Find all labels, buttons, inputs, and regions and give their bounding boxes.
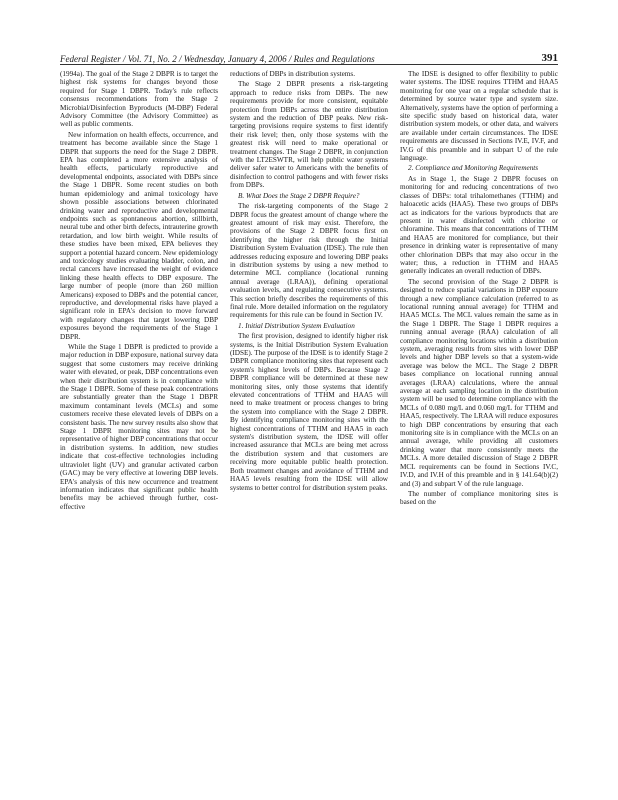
paragraph: reductions of DBPs in distribution systems. [230,70,355,78]
text-columns [60,70,558,800]
page-header [60,50,558,65]
paragraph: As in Stage 1, the Stage 2 DBPR focuses on monitoring for and reducing concentrations of two classes of DBPs: total trihalomethanes (TTHM) and haloacetic acids (HAA5). These two groups of DBPs act as indicators for the various byproducts that are present in water disinfected with chlorine or chloramine. This means that concentrations of TTHM and HAA5 are monitored for compliance, but their presence in drinking water is representative of many other chlorination DBPs that may also occur in the water; thus, a reduction in TTHM and HAA5 generally indicates an overall reduction of DBPs. [400,174,558,276]
paragraph: The number of compliance monitoring sites is based on the [400,489,558,507]
column-2 [230,70,388,800]
paragraph: The risk-targeting components of the Stage 2 DBPR focus the greatest amount of change where the greatest amount of risk may exist. Therefore, the provisions of the Stage 2 DBPR focus first on identifying the higher risk through the Initial Distribution System Evaluation (IDSE). The rule then addresses reducing exposure and lowering DBP peaks in distribution systems by using a new method to determine MCL compliance (locational running annual average (LRAA)), defining operational evaluation levels, and regulating consecutive systems. This section briefly describes the requirements of this final rule. More detailed information on the regulatory requirements for this rule can be found in Section IV. [230,202,388,320]
column-1 [60,70,218,800]
running-title: Federal Register / Vol. 71, No. 2 / Wednesday, January 4, 2006 / Rules and Regulations [60,54,375,64]
paragraph: The Stage 2 DBPR presents a risk-targeting approach to reduce risks from DBPs. The new requirements provide for more consistent, equitable protection from DBPs across the entire distribution system and the reduction of DBP peaks. New risk-targeting provisions require systems to first identify their risk level; then, only those systems with the greatest risk will need to make operational or treatment changes. The Stage 2 DBPR, in conjunction with the LT2ESWTR, will help public water systems deliver safer water to Americans with the benefits of disinfection to control pathogens and with fewer risks from DBPs. [230,80,388,190]
column-3 [400,70,558,800]
paragraph: The second provision of the Stage 2 DBPR is designed to reduce spatial variations in DBP exposure through a new compliance calculation (referred to as locational running annual average) for TTHM and HAA5 MCLs. The MCL values remain the same as in the Stage 1 DBPR. The Stage 1 DBPR requires a running annual average (RAA) calculation of all compliance monitoring locations within a distribution system, averaging results from sites with lower DBP levels and higher DBP levels so that a system-wide average was below the MCL. The Stage 2 DBPR bases compliance on locational running annual averages (LRAA) calculations, where the annual average at each sampling location in the distribution system will be used to determine compliance with the MCLs of 0.080 mg/L and 0.060 mg/L for TTHM and HAA5, respectively. The LRAA will reduce exposures to high DBP concentrations by ensuring that each monitoring site is in compliance with the MCLs on an annual average, while providing all customers drinking water that more consistently meets the MCLs. A more detailed discussion of Stage 2 DBPR MCL requirements can be found in Sections IV.C, IV.D, and IV.H of this preamble and in § 141.64(b)(2) and (3) and subpart V of the rule language. [400,277,558,488]
paragraph: The first provision, designed to identify higher risk systems, is the Initial Distribution System Evaluation (IDSE). The purpose of the IDSE is to identify Stage 2 DBPR compliance monitoring sites that represent each system's highest levels of DBPs. Because Stage 2 DBPR compliance will be determined at these new monitoring sites, only those systems that identify elevated concentrations of TTHM and HAA5 will need to make treatment or process changes to bring the system into compliance with the Stage 2 DBPR. By identifying compliance monitoring sites with the highest concentrations of TTHM and HAA5 in each system's distribution system, the IDSE will offer increased assurance that MCLs are being met across the distribution system and that customers are receiving more equitable public health protection. Both treatment changes and avoidance of TTHM and HAA5 levels resulting from the IDSE will allow systems to better control for distribution system peaks. [230,332,388,492]
section-heading: 2. Compliance and Monitoring Requirements [408,164,539,173]
paragraph: The IDSE is designed to offer flexibility to public water systems. The IDSE requires TTHM and HAA5 monitoring for one year on a regular schedule that is determined by source water type and system size. Alternatively, systems have the option of performing a site specific study based on historical data, water distribution system models, or other data, and waivers are available under certain circumstances. The IDSE requirements are discussed in Sections IV.E, IV.F, and IV.G of this preamble and in subpart U of the rule language. [400,70,558,163]
paragraph: (1994a). The goal of the Stage 2 DBPR is to target the highest risk systems for changes beyond those required for Stage 1 DBPR. Today's rule reflects consensus recommendations from the Stage 2 Microbial/Disinfection Byproducts (M-DBP) Federal Advisory Committee (the Advisory Committee) as well as public comments. [60,70,218,129]
paragraph: While the Stage 1 DBPR is predicted to provide a major reduction in DBP exposure, national survey data suggest that some customers may receive drinking water with elevated, or peak, DBP concentrations even when their distribution system is in compliance with the Stage 1 DBPR. Some of these peak concentrations are substantially greater than the Stage 1 DBPR maximum contaminant levels (MCLs) and some customers receive these elevated levels of DBPs on a consistent basis. The new survey results also show that Stage 1 DBPR monitoring sites may not be representative of higher DBP concentrations that occur in distribution systems. In addition, new studies indicate that cost-effective technologies including ultraviolet light (UV) and granular activated carbon (GAC) may be very effective at lowering DBP levels. EPA's analysis of this new occurrence and treatment information indicates that significant public health benefits may be achieved through further, cost-effective [60,343,218,511]
section-heading: B. What Does the Stage 2 DBPR Require? [238,191,360,200]
paragraph: New information on health effects, occurrence, and treatment has become available since the Stage 1 DBPR that supports the need for the Stage 2 DBPR. EPA has completed a more extensive analysis of health effects, particularly reproductive and developmental endpoints, associated with DBPs since the Stage 1 DBPR. Some recent studies on both human epidemiology and animal toxicology have shown possible associations between chlorinated drinking water and reproductive and developmental endpoints such as spontaneous abortion, stillbirth, neural tube and other birth defects, intrauterine growth retardation, and low birth weight. While results of these studies have been mixed, EPA believes they support a potential hazard concern. New epidemiology and toxicology studies evaluating bladder, colon, and rectal cancers have increased the weight of evidence linking these health effects to DBP exposure. The large number of people (more than 260 million Americans) exposed to DBPs and the potential cancer, reproductive, and developmental risks have played a significant role in EPA's decision to move forward with regulatory changes that target lowering DBP exposures beyond the requirements of the Stage 1 DBPR. [60,130,218,341]
section-heading: 1. Initial Distribution System Evaluation [238,321,355,330]
page-number: 391 [541,52,558,64]
